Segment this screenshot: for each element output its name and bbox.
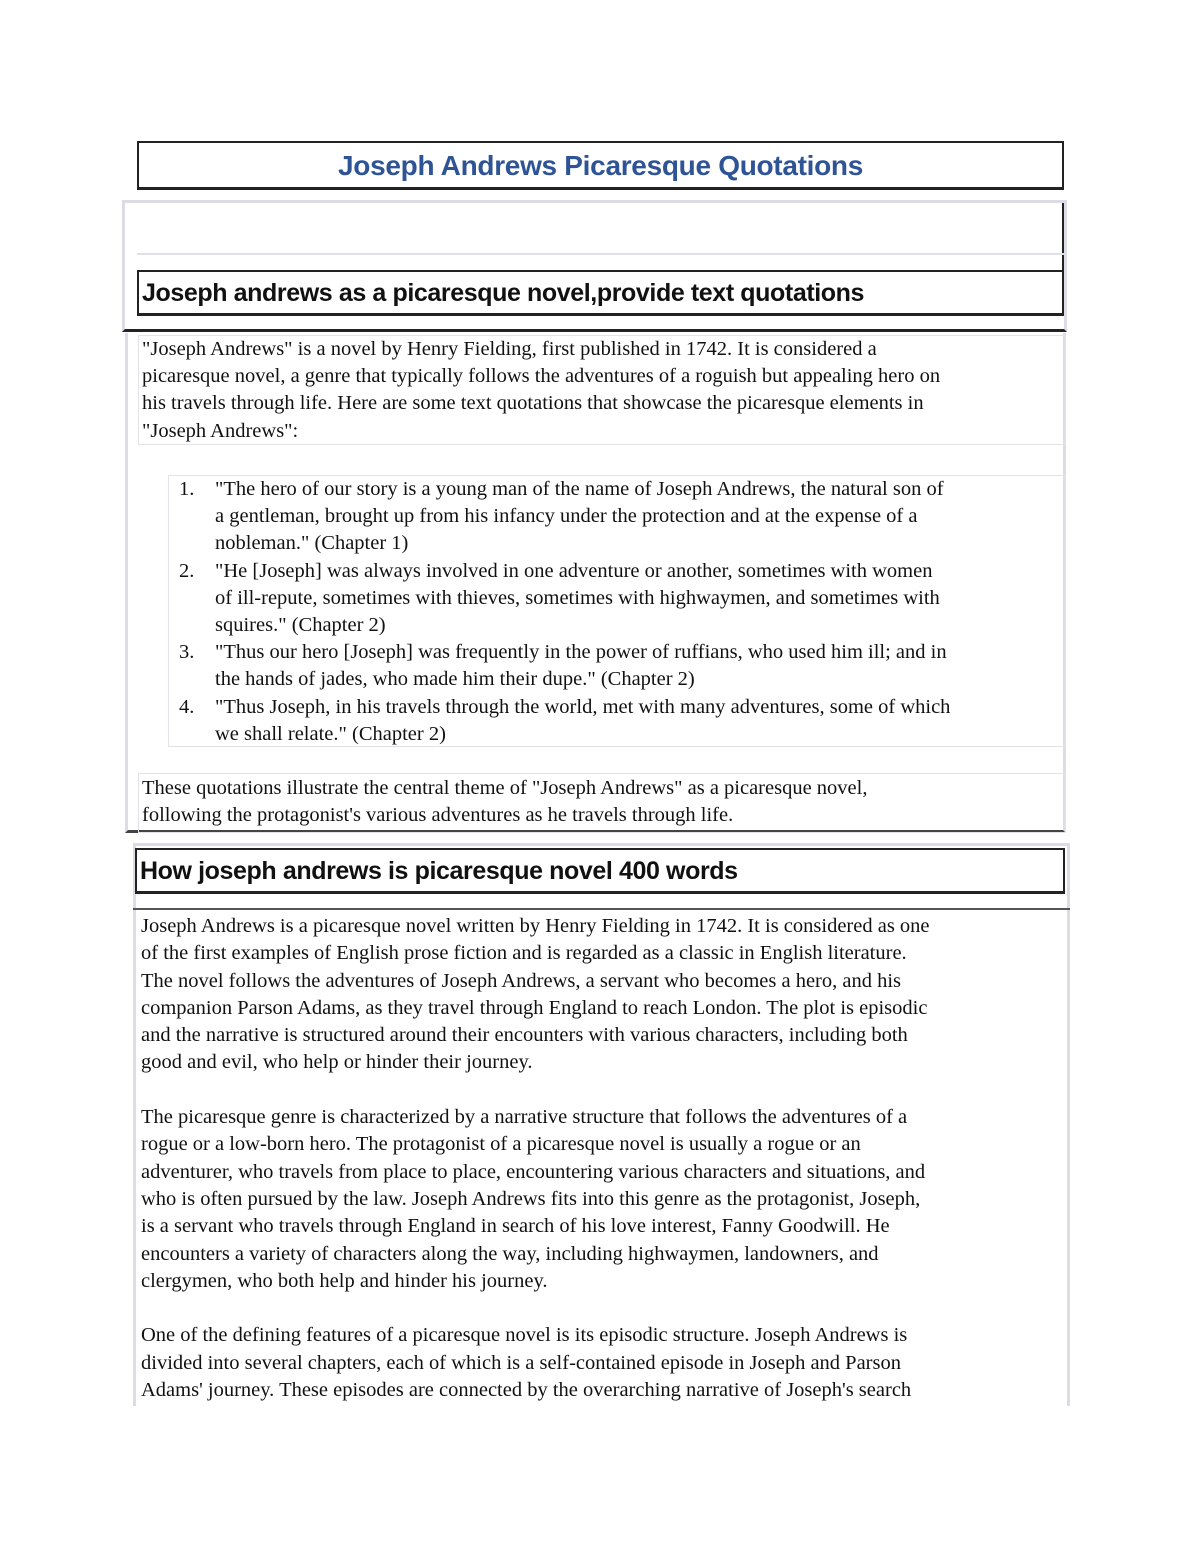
section1-heading: Joseph andrews as a picaresque novel,provide text quotations <box>142 279 865 307</box>
text-line: encounters a variety of characters along the way, including highwaymen, landowners, and <box>141 1242 879 1265</box>
text-line: Adams' journey. These episodes are connected by the overarching narrative of Joseph's search <box>141 1379 912 1402</box>
text-line: One of the defining features of a picaresque novel is its episodic structure. Joseph Andrews is <box>141 1324 908 1347</box>
conclusion-paragraph <box>142 775 867 829</box>
intro-paragraph <box>142 336 940 445</box>
list-number: 4. <box>179 695 195 718</box>
text-line: of the first examples of English prose fiction and is regarded as a classic in English literature. <box>141 942 907 965</box>
text-line: following the protagonist's various adventures as he travels through life. <box>142 804 734 827</box>
text-line: a gentleman, brought up from his infancy under the protection and at the expense of a <box>215 505 918 528</box>
text-line: clergymen, who both help and hinder his journey. <box>141 1269 548 1292</box>
text-line: nobleman." (Chapter 1) <box>215 532 409 555</box>
text-line: of ill-repute, sometimes with thieves, sometimes with highwaymen, and sometimes with <box>215 586 940 609</box>
text-line: "The hero of our story is a young man of the name of Joseph Andrews, the natural son of <box>215 478 944 500</box>
document-title: Joseph Andrews Picaresque Quotations <box>338 150 863 181</box>
page-bottom-margin <box>0 1406 1200 1553</box>
list-item <box>169 639 1065 693</box>
text-line: "Thus Joseph, in his travels through the world, met with many adventures, some of which <box>215 695 951 718</box>
section2-body <box>141 913 930 1404</box>
title-box <box>137 141 1064 190</box>
text-line: companion Parson Adams, as they travel through England to reach London. The plot is episodic <box>141 996 928 1019</box>
paragraph-gap <box>141 1077 930 1104</box>
text-line: Joseph Andrews is a picaresque novel written by Henry Fielding in 1742. It is considered as one <box>141 915 930 937</box>
text-line: who is often pursued by the law. Joseph Andrews fits into this genre as the protagonist, Joseph, <box>141 1187 921 1210</box>
section2-heading-box <box>135 848 1065 894</box>
text-line: These quotations illustrate the central theme of "Joseph Andrews" as a picaresque novel, <box>142 777 868 799</box>
list-item <box>169 694 1065 748</box>
text-line: we shall relate." (Chapter 2) <box>215 722 446 745</box>
text-line: "He [Joseph] was always involved in one adventure or another, sometimes with women <box>215 559 933 582</box>
paragraph-gap <box>141 1295 930 1322</box>
text-line: rogue or a low-born hero. The protagonist of a picaresque novel is usually a rogue or an <box>141 1133 861 1156</box>
text-line: squires." (Chapter 2) <box>215 614 386 637</box>
text-line: The picaresque genre is characterized by a narrative structure that follows the adventures of a <box>141 1106 908 1129</box>
text-line: "Joseph Andrews": <box>142 419 299 442</box>
text-line: the hands of jades, who made him their dupe." (Chapter 2) <box>215 668 695 691</box>
section1-content <box>125 333 1066 833</box>
section1-heading-box <box>137 270 1064 316</box>
text-line: picaresque novel, a genre that typically follows the adventures of a roguish but appealing hero on <box>142 365 941 388</box>
list-number: 3. <box>179 641 195 664</box>
list-item <box>169 476 1065 558</box>
list-number: 1. <box>179 478 195 500</box>
text-line: "Thus our hero [Joseph] was frequently in the power of ruffians, who used him ill; and in <box>215 641 947 664</box>
text-line: and the narrative is structured around their encounters with various characters, including both <box>141 1024 908 1047</box>
text-line: is a servant who travels through England in search of his love interest, Fanny Goodwill. He <box>141 1215 890 1238</box>
text-line: divided into several chapters, each of which is a self-contained episode in Joseph and Parson <box>141 1351 901 1374</box>
text-line: "Joseph Andrews" is a novel by Henry Fielding, first published in 1742. It is considered a <box>142 338 877 360</box>
divider <box>137 253 1064 255</box>
text-line: adventurer, who travels from place to place, encountering various characters and situations, and <box>141 1160 926 1183</box>
body-paragraph <box>141 1322 930 1404</box>
body-paragraph <box>141 1104 930 1295</box>
divider <box>133 908 1070 910</box>
text-line: his travels through life. Here are some text quotations that showcase the picaresque elements in <box>142 392 924 415</box>
list-number: 2. <box>179 559 195 582</box>
list-item <box>169 558 1065 640</box>
body-paragraph <box>141 913 930 1077</box>
text-line: The novel follows the adventures of Joseph Andrews, a servant who becomes a hero, and his <box>141 969 902 992</box>
section2-heading: How joseph andrews is picaresque novel 400 words <box>140 857 738 885</box>
text-line: good and evil, who help or hinder their journey. <box>141 1051 533 1074</box>
quotes-list <box>168 475 1066 747</box>
